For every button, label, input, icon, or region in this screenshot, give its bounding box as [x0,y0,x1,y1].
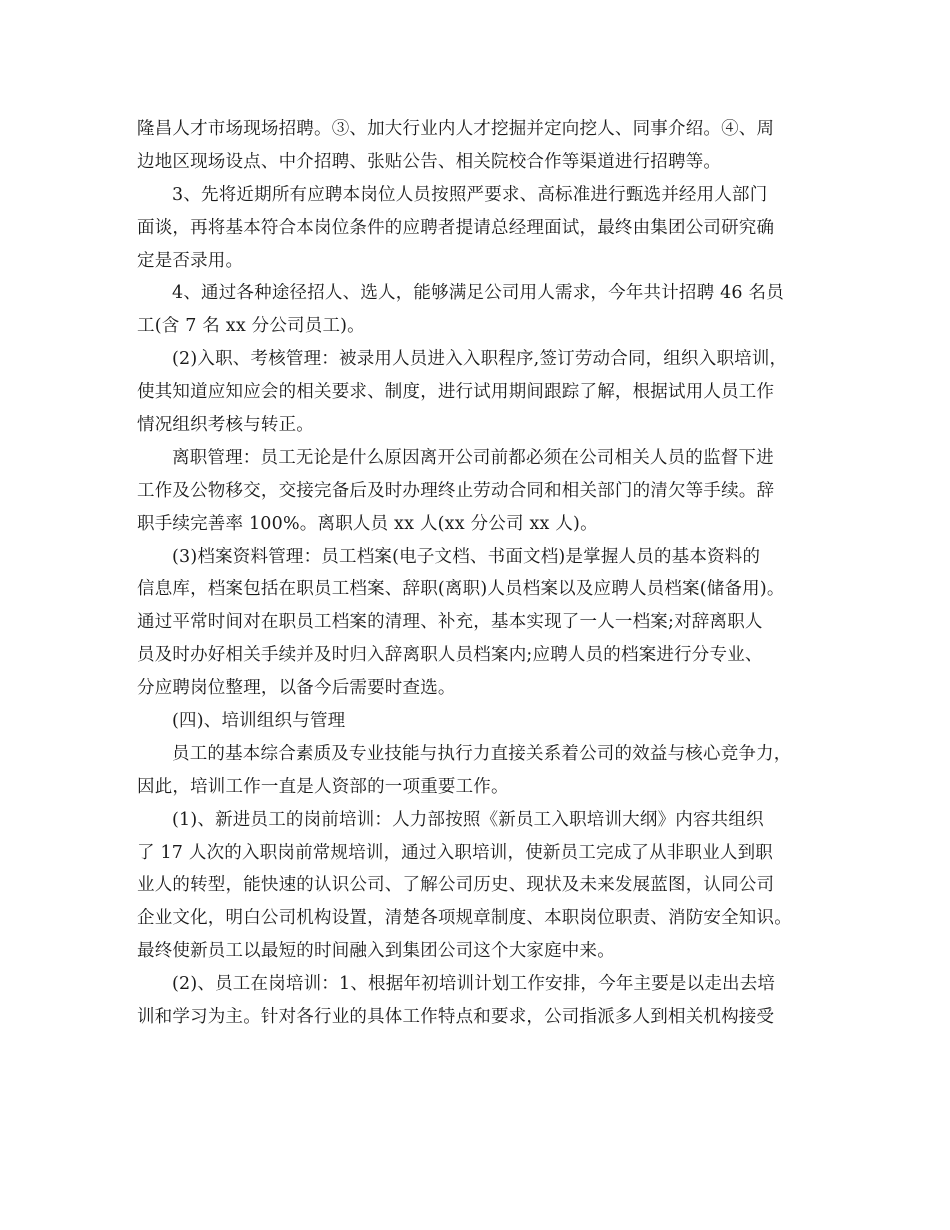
text-line: 3、先将近期所有应聘本岗位人员按照严要求、高标准进行甄选并经用人部门 [172,184,768,205]
text-line: (1)、新进员工的岗前培训：人力部按照《新员工入职培训大纲》内容共组织 [172,809,764,830]
text-line: 员及时办好相关手续并及时归入辞离职人员档案内;应聘人员的档案进行分专业、 [137,645,763,666]
text-line: (2)入职、考核管理：被录用人员进入入职程序,签订劳动合同，组织入职培训， [172,349,788,370]
text-line: (3)档案资料管理：员工档案(电子文档、书面文档)是掌握人员的基本资料的 [172,546,761,567]
text-line: 因此，培训工作一直是人资部的一项重要工作。 [137,776,509,797]
document-body [137,113,827,1034]
text-line: 边地区现场设点、中介招聘、张贴公告、相关院校合作等渠道进行招聘等。 [137,151,722,172]
text-line: 训和学习为主。针对各行业的具体工作特点和要求，公司指派多人到相关机构接受 [137,1007,775,1028]
text-line: 4、通过各种途径招人、选人，能够满足公司用人需求，今年共计招聘 46 名员 [172,283,784,304]
text-line: 职手续完善率 100%。离职人员 xx 人(xx 分公司 xx 人)。 [137,513,598,534]
text-line: 工(含 7 名 xx 分公司员工)。 [137,316,365,337]
text-line: (2)、员工在岗培训：1、根据年初培训计划工作安排，今年主要是以走出去培 [172,974,776,995]
text-line: 离职管理：员工无论是什么原因离开公司前都必须在公司相关人员的监督下进 [172,447,774,468]
text-line: 隆昌人才市场现场招聘。③、加大行业内人才挖掘并定向挖人、同事介绍。④、周 [137,119,775,139]
text-line: 业人的转型，能快速的认识公司、了解公司历史、现状及未来发展蓝图，认同公司 [137,875,775,896]
text-line: 分应聘岗位整理，以备今后需要时查选。 [137,678,456,699]
text-line: 使其知道应知应会的相关要求、制度，进行试用期间跟踪了解，根据试用人员工作 [137,382,775,403]
text-line: 员工的基本综合素质及专业技能与执行力直接关系着公司的效益与核心竞争力， [172,743,792,764]
text-line: 通过平常时间对在职员工档案的清理、补充，基本实现了一人一档案;对辞离职人 [137,612,763,633]
text-line: 企业文化，明白公司机构设置，清楚各项规章制度、本职岗位职责、消防安全知识。 [137,908,792,929]
text-line: 定是否录用。 [137,250,244,271]
text-line: 了 17 人次的入职岗前常规培训，通过入职培训，使新员工完成了从非职业人到职 [137,842,773,863]
text-line: (四)、培训组织与管理 [172,711,346,732]
text-line: 情况组织考核与转正。 [137,415,314,436]
text-line: 工作及公物移交，交接完备后及时办理终止劳动合同和相关部门的清欠等手续。辞 [137,480,775,501]
text-line: 信息库，档案包括在职员工档案、辞职(离职)人员档案以及应聘人员档案(储备用)。 [137,579,785,600]
text-line: 面谈，再将基本符合本岗位条件的应聘者提请总经理面试，最终由集团公司研究确 [137,217,775,238]
text-line: 最终使新员工以最短的时间融入到集团公司这个大家庭中来。 [137,941,615,962]
